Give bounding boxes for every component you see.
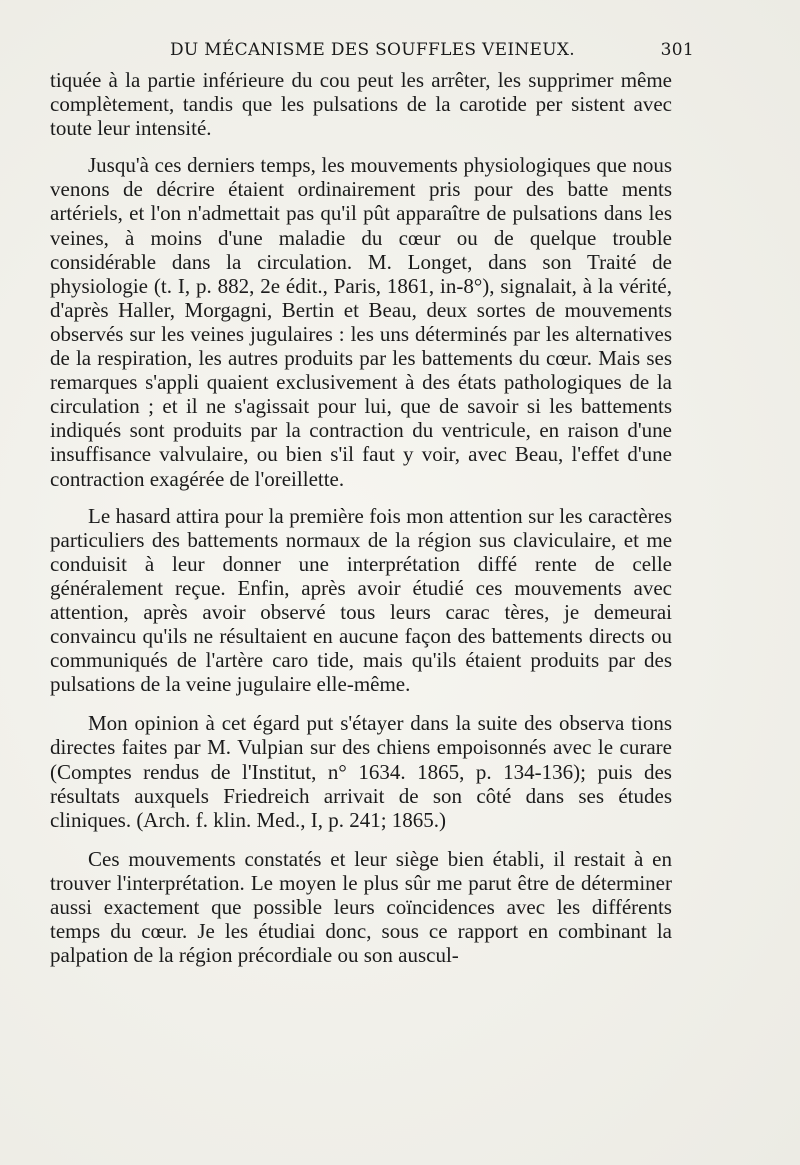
text-line: claviculaire, et me conduisit à leur donner une interprétation diffé [50, 527, 673, 576]
page-number: 301 [660, 40, 694, 60]
text-line: déterminer aussi exactement que possible leurs coïncidences avec [50, 870, 672, 919]
text-line: Mon opinion à cet égard put s'étayer dans la suite des observa [88, 711, 625, 736]
text-line: même complètement, tandis que les pulsations de la carotide per [50, 68, 672, 117]
text-line: produits par les battements du cœur. Mais ses remarques s'appli [50, 346, 673, 395]
text-line: mouvements avec attention, après avoir observé tous leurs carac [50, 575, 673, 624]
text-line: nous venons de décrire étaient ordinairement pris pour des batte [50, 153, 672, 202]
text-line: en trouver l'interprétation. Le moyen le plus sûr me parut être de [50, 846, 672, 895]
body-text [50, 68, 672, 967]
paragraph-3 [50, 504, 672, 697]
paragraph-4 [50, 711, 672, 831]
text-line: deux sortes de mouvements observés sur les veines jugulaires : les [50, 297, 672, 346]
text-line: Ces mouvements constatés et leur siège bien établi, il restait à [88, 846, 653, 871]
text-line: avec le curare (Comptes rendus de l'Institut, n° 1634. 1865, [50, 735, 672, 784]
text-line: sistent avec toute leur intensité. [50, 92, 672, 141]
text-line: Jusqu'à ces derniers temps, les mouvements physiologiques que [88, 153, 633, 178]
running-header [170, 40, 694, 60]
text-line: rente de celle généralement reçue. Enfin, après avoir étudié ces [50, 551, 672, 600]
text-line: ments artériels, et l'on n'admettait pas qu'il pût apparaître de [50, 177, 673, 226]
text-line: tions directes faites par M. Vulpian sur des chiens empoisonnés [50, 711, 673, 760]
text-line: caractères particuliers des battements normaux de la région sus [50, 503, 672, 552]
text-line: insuffisance valvulaire, ou bien s'il faut y voir, avec Beau, l'effet [50, 442, 628, 467]
text-line: quelque trouble considérable dans la circulation. M. Longet, dans [50, 225, 672, 274]
paragraph-5 [50, 847, 672, 967]
text-line: les différents temps du cœur. Je les étudiai donc, sous ce rapport [50, 895, 672, 944]
text-line: et il ne s'agissait pour lui, que de savoir si les battements indiqués [50, 394, 672, 443]
text-line: 1865.) [391, 807, 447, 832]
text-line: p. 134-136); puis des résultats auxquels Friedreich arrivait de [50, 759, 672, 808]
text-line: tiquée à la partie inférieure du cou peut les arrêter, les supprimer [50, 68, 621, 92]
text-line: d'une contraction exagérée de l'oreillette. [50, 442, 672, 491]
text-line: jugulaire elle-même. [236, 672, 411, 697]
text-line: en combinant la palpation de la région précordiale ou son auscul- [50, 919, 672, 968]
text-line: quaient exclusivement à des états pathologiques de la circulation ; [50, 370, 672, 419]
text-line: tères, je demeurai convaincu qu'ils ne résultaient en aucune [50, 599, 673, 649]
text-line: façon des battements directs ou communiqués de l'artère caro [50, 624, 673, 673]
paragraph-2 [50, 153, 672, 490]
text-line: sont produits par la contraction du ventricule, en raison d'une [129, 418, 672, 443]
text-line: Le hasard attira pour la première fois mon attention sur les [88, 503, 589, 528]
paragraph-1 [50, 68, 672, 140]
running-title: DU MÉCANISME DES SOUFFLES VEINEUX. [170, 40, 575, 60]
text-line: signalait, à la vérité, d'après Haller, Morgagni, Bertin et Beau, [50, 273, 672, 322]
text-line: pulsations dans les veines, à moins d'une maladie du cœur ou de [50, 201, 672, 250]
text-line: tide, mais qu'ils étaient produits par des pulsations de la veine [50, 648, 673, 697]
text-line: uns déterminés par les alternatives de la respiration, les autres [50, 321, 673, 371]
text-line: son côté dans ses études cliniques. (Arch. f. klin. Med., I, p. 241; [50, 783, 672, 832]
text-line: son Traité de physiologie (t. I, p. 882, 2e édit., Paris, 1861, in-8°), [50, 249, 672, 298]
